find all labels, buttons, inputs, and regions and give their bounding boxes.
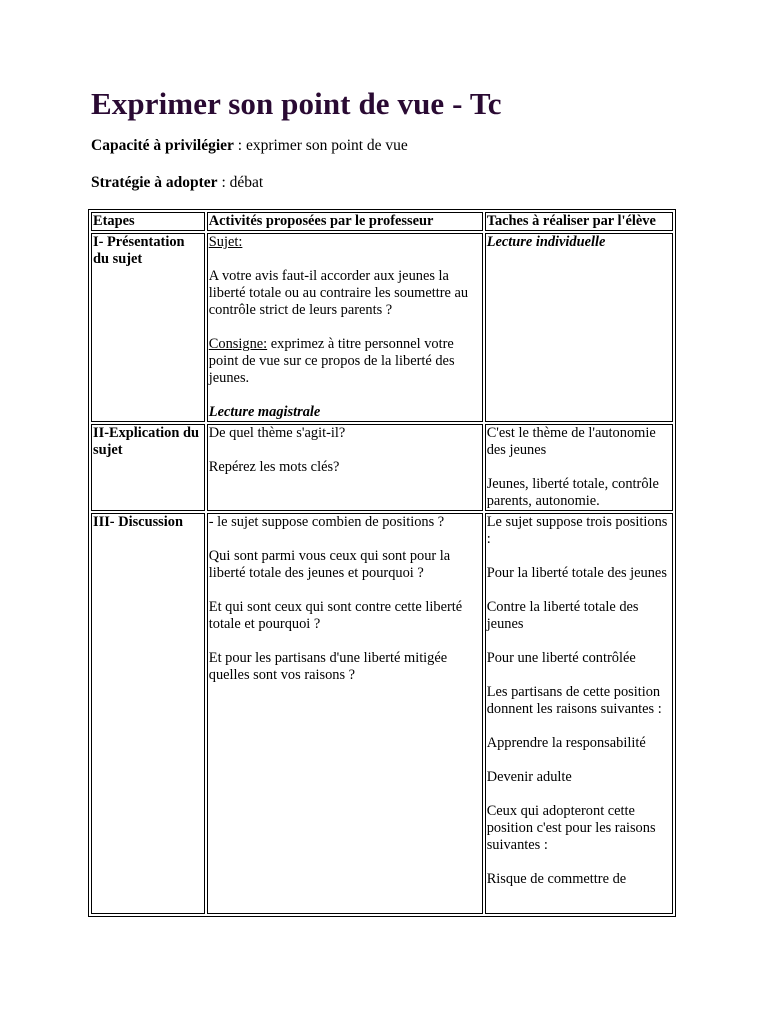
prof-item: Qui sont parmi vous ceux qui sont pour la liberté totale des jeunes et pourquoi ? bbox=[208, 548, 451, 581]
eleve-item: Le sujet suppose trois positions : bbox=[486, 514, 668, 547]
document-page bbox=[91, 86, 676, 192]
prof-item: De quel thème s'agit-il? bbox=[208, 425, 346, 441]
eleve-item: Pour une liberté contrôlée bbox=[486, 650, 636, 666]
etape-cell: II-Explication du sujet bbox=[91, 424, 205, 511]
header-etapes: Etapes bbox=[91, 212, 205, 231]
etape-cell: III- Discussion bbox=[91, 513, 205, 914]
table-row bbox=[91, 513, 673, 914]
eleve-item: Pour la liberté totale des jeunes bbox=[486, 565, 667, 581]
prof-cell bbox=[207, 513, 483, 914]
strategie-label: Stratégie à adopter bbox=[91, 174, 218, 191]
eleve-cell bbox=[485, 233, 673, 422]
eleve-item: Ceux qui adopteront cette position c'est pour les raisons suivantes : bbox=[486, 803, 656, 853]
eleve-item: Les partisans de cette position donnent les raisons suivantes : bbox=[486, 684, 662, 717]
prof-item: Et qui sont ceux qui sont contre cette liberté totale et pourquoi ? bbox=[208, 599, 463, 632]
eleve-cell bbox=[485, 513, 673, 914]
sujet-label-line bbox=[209, 234, 481, 251]
page-title: Exprimer son point de vue - Tc bbox=[91, 86, 502, 121]
eleve-item: C'est le thème de l'autonomie des jeunes bbox=[486, 425, 656, 458]
header-activites: Activités proposées par le professeur bbox=[207, 212, 483, 231]
eleve-item: Contre la liberté totale des jeunes bbox=[486, 599, 639, 632]
strategie-line bbox=[91, 174, 676, 192]
strategie-value: : débat bbox=[217, 174, 264, 191]
prof-item: Repérez les mots clés? bbox=[208, 459, 340, 475]
table-row bbox=[91, 233, 673, 422]
eleve-item: Apprendre la responsabilité bbox=[486, 735, 646, 751]
consigne-line bbox=[209, 336, 481, 387]
eleve-item: Lecture individuelle bbox=[486, 234, 606, 250]
capacite-value: : exprimer son point de vue bbox=[233, 137, 408, 154]
prof-cell bbox=[207, 424, 483, 511]
consigne-text: exprimez à titre personnel votre point de vue sur ce propos de la liberté des jeunes. bbox=[208, 336, 455, 386]
eleve-item: Devenir adulte bbox=[486, 769, 572, 785]
eleve-item: Jeunes, liberté totale, contrôle parents, autonomie. bbox=[486, 476, 659, 509]
sujet-label: Sujet: bbox=[208, 234, 243, 250]
consigne-label: Consigne: bbox=[208, 336, 268, 352]
capacite-label: Capacité à privilégier bbox=[91, 137, 234, 154]
prof-cell bbox=[207, 233, 483, 422]
prof-item: - le sujet suppose combien de positions ? bbox=[208, 514, 445, 530]
eleve-item: Risque de commettre de bbox=[486, 871, 627, 887]
header-taches: Taches à réaliser par l'élève bbox=[485, 212, 673, 231]
capacite-line bbox=[91, 137, 676, 155]
lecture-magistrale: Lecture magistrale bbox=[208, 404, 321, 420]
table-header-row bbox=[91, 212, 673, 231]
prof-item: Et pour les partisans d'une liberté mitigée quelles sont vos raisons ? bbox=[208, 650, 448, 683]
sujet-text: A votre avis faut-il accorder aux jeunes la liberté totale ou au contraire les soumettre au contrôle strict de leurs parents ? bbox=[208, 268, 469, 318]
etape-cell: I- Présentation du sujet bbox=[91, 233, 205, 422]
lesson-table bbox=[88, 209, 676, 917]
table-row bbox=[91, 424, 673, 511]
eleve-cell bbox=[485, 424, 673, 511]
